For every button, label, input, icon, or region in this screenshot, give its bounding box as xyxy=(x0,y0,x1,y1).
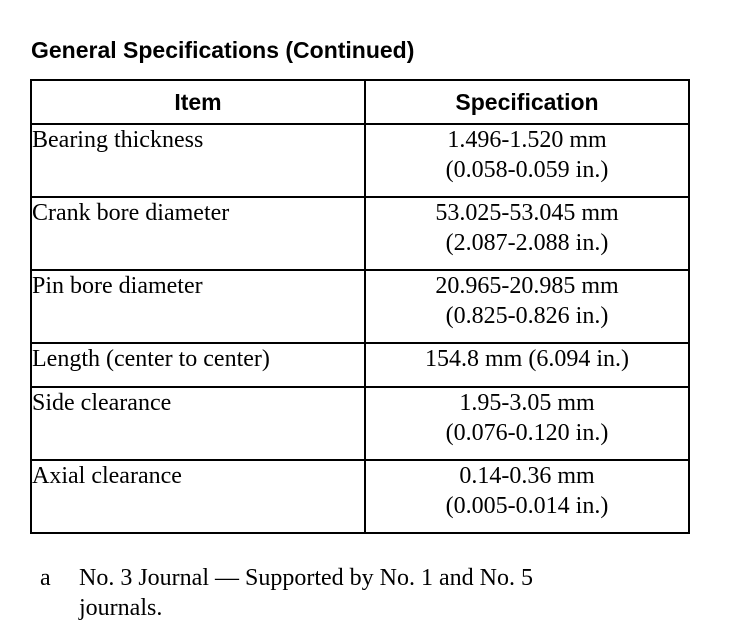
item-cell: Pin bore diameter xyxy=(31,270,365,343)
spec-imperial: (0.005-0.014 in.) xyxy=(445,493,609,519)
item-cell: Length (center to center) xyxy=(31,343,365,387)
spec-imperial: (0.058-0.059 in.) xyxy=(445,157,609,183)
spec-metric: 53.025-53.045 mm xyxy=(435,200,619,226)
footnote-line: No. 3 Journal — Supported by No. 1 and No. 5 xyxy=(79,565,533,591)
spec-imperial: (0.825-0.826 in.) xyxy=(445,303,609,329)
spec-imperial: (0.076-0.120 in.) xyxy=(445,420,609,446)
table-row xyxy=(31,197,689,270)
table-header-row xyxy=(31,80,689,124)
spec-imperial: (2.087-2.088 in.) xyxy=(445,230,609,256)
table-row xyxy=(31,387,689,460)
footnote-text xyxy=(79,563,679,623)
spec-metric: 1.95-3.05 mm xyxy=(459,390,595,416)
spec-metric: 20.965-20.985 mm xyxy=(435,273,619,299)
footnote-line: journals. xyxy=(79,595,163,621)
column-header-item: Item xyxy=(31,80,365,124)
specification-cell xyxy=(365,460,689,533)
table-row xyxy=(31,343,689,387)
specification-cell xyxy=(365,197,689,270)
table-row xyxy=(31,270,689,343)
specification-cell xyxy=(365,270,689,343)
item-cell: Bearing thickness xyxy=(31,124,365,197)
item-cell: Side clearance xyxy=(31,387,365,460)
specification-cell xyxy=(365,343,689,387)
specification-cell xyxy=(365,387,689,460)
column-header-specification: Specification xyxy=(365,80,689,124)
item-cell: Crank bore diameter xyxy=(31,197,365,270)
footnote-mark: a xyxy=(40,565,51,591)
table-row xyxy=(31,460,689,533)
page-title: General Specifications (Continued) xyxy=(31,37,415,63)
table-row xyxy=(31,124,689,197)
spec-combined: 154.8 mm (6.094 in.) xyxy=(425,346,629,372)
item-cell: Axial clearance xyxy=(31,460,365,533)
specifications-table xyxy=(30,79,690,534)
spec-metric: 0.14-0.36 mm xyxy=(459,463,595,489)
specification-cell xyxy=(365,124,689,197)
spec-metric: 1.496-1.520 mm xyxy=(447,127,607,153)
